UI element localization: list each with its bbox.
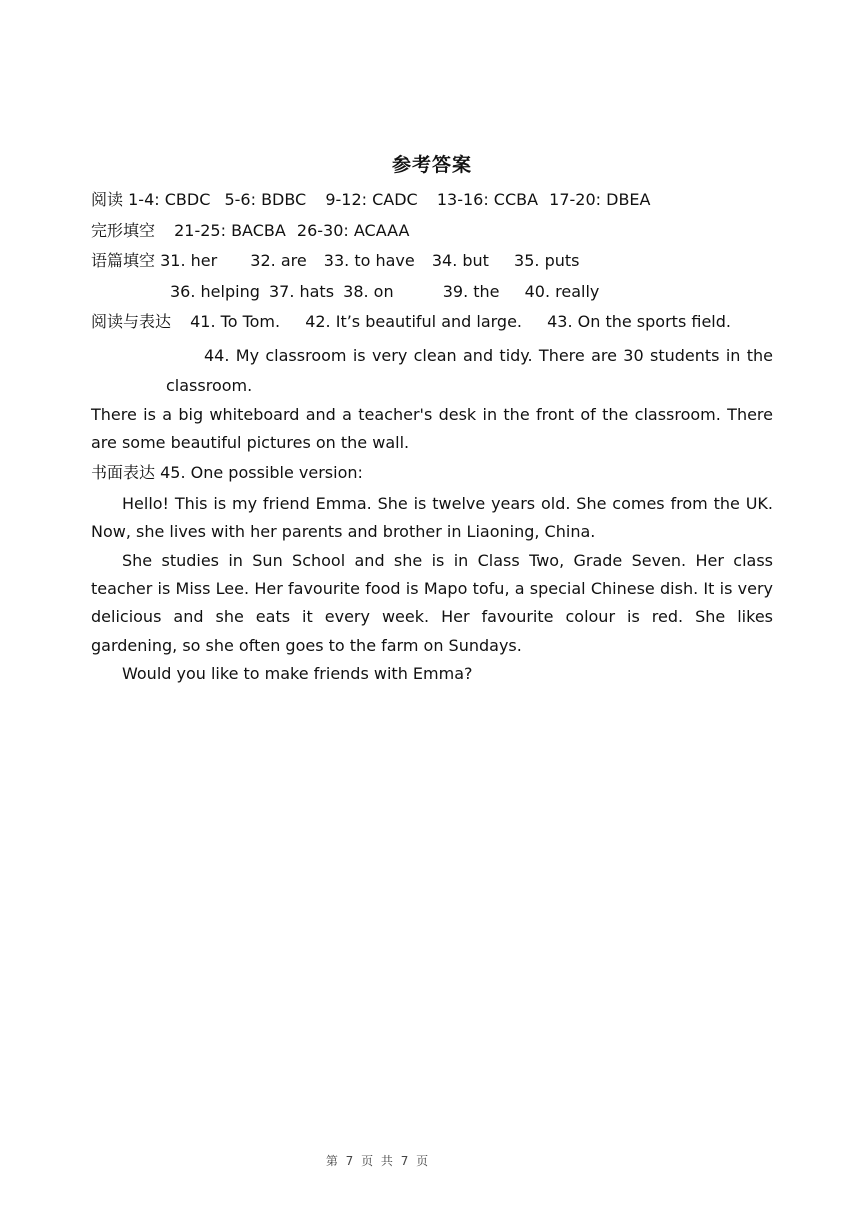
- reading-answers-row: [91, 186, 773, 217]
- answer-43: 43. On the sports field.: [547, 312, 731, 331]
- writing-label: 书面表达: [91, 463, 156, 483]
- reading-group-5: 17-20: DBEA: [549, 190, 651, 209]
- reading-group-2: 5-6: BDBC: [224, 190, 307, 209]
- expression-answers-row: [91, 308, 773, 339]
- answer-36: 36. helping: [170, 281, 260, 301]
- answer-32: 32. are: [250, 251, 307, 270]
- cloze-group-1: 21-25: BACBA: [174, 220, 286, 240]
- answer-41: 41. To Tom.: [190, 312, 281, 331]
- writing-paragraph-2: She studies in Sun School and she is in Class Two, Grade Seven. Her class teacher is Miss Lee. Her favourite food is Mapo tofu, a special Chinese dish. It is very delicious and she eats it every week. Her favourite colour is red. She likes gardening, so she often goes to the farm on Sundays.: [91, 550, 773, 655]
- reading-group-3: 9-12: CADC: [325, 190, 418, 209]
- writing-paragraph-1: Hello! This is my friend Emma. She is twelve years old. She comes from the UK. Now, she lives with her parents and brother in Liaoning, China.: [91, 493, 773, 542]
- answer-39: 39. the: [442, 281, 500, 301]
- reading-group-4: 13-16: CCBA: [436, 190, 539, 209]
- answer-35: 35. puts: [514, 251, 580, 270]
- grammar-label: 语篇填空: [91, 251, 156, 270]
- cloze-label: 完形填空: [91, 220, 156, 240]
- cloze-group-2: 26-30: ACAAA: [296, 220, 410, 240]
- reading-label: 阅读: [91, 190, 124, 209]
- grammar-answers-row-2: [91, 278, 773, 309]
- expression-label: 阅读与表达: [91, 312, 172, 331]
- writing-row: [91, 459, 773, 490]
- reading-group-1: 1-4: CBDC: [128, 190, 211, 209]
- answer-33: 33. to have: [323, 251, 415, 270]
- grammar-answers-row-1: [91, 247, 773, 278]
- page-number-footer: 第 7 页 共 7 页: [325, 1154, 431, 1168]
- answer-38: 38. on: [343, 281, 394, 301]
- answer-40: 40. really: [524, 281, 600, 301]
- writing-intro: 45. One possible version:: [160, 463, 363, 483]
- page-title: 参考答案: [391, 154, 472, 176]
- answer-42: 42. It’s beautiful and large.: [305, 312, 523, 331]
- answer-content: [91, 186, 773, 689]
- answer-44: 44. My classroom is very clean and tidy. There are 30 students in the classroom.: [166, 345, 773, 395]
- answer-34: 34. but: [431, 251, 489, 270]
- answer-44-continued: There is a big whiteboard and a teacher's desk in the front of the classroom. There are some beautiful pictures on the wall.: [91, 404, 773, 452]
- writing-paragraph-3: Would you like to make friends with Emma?: [122, 664, 473, 684]
- answer-31: 31. her: [160, 251, 218, 270]
- cloze-answers-row: [91, 217, 773, 248]
- answer-37: 37. hats: [268, 281, 335, 301]
